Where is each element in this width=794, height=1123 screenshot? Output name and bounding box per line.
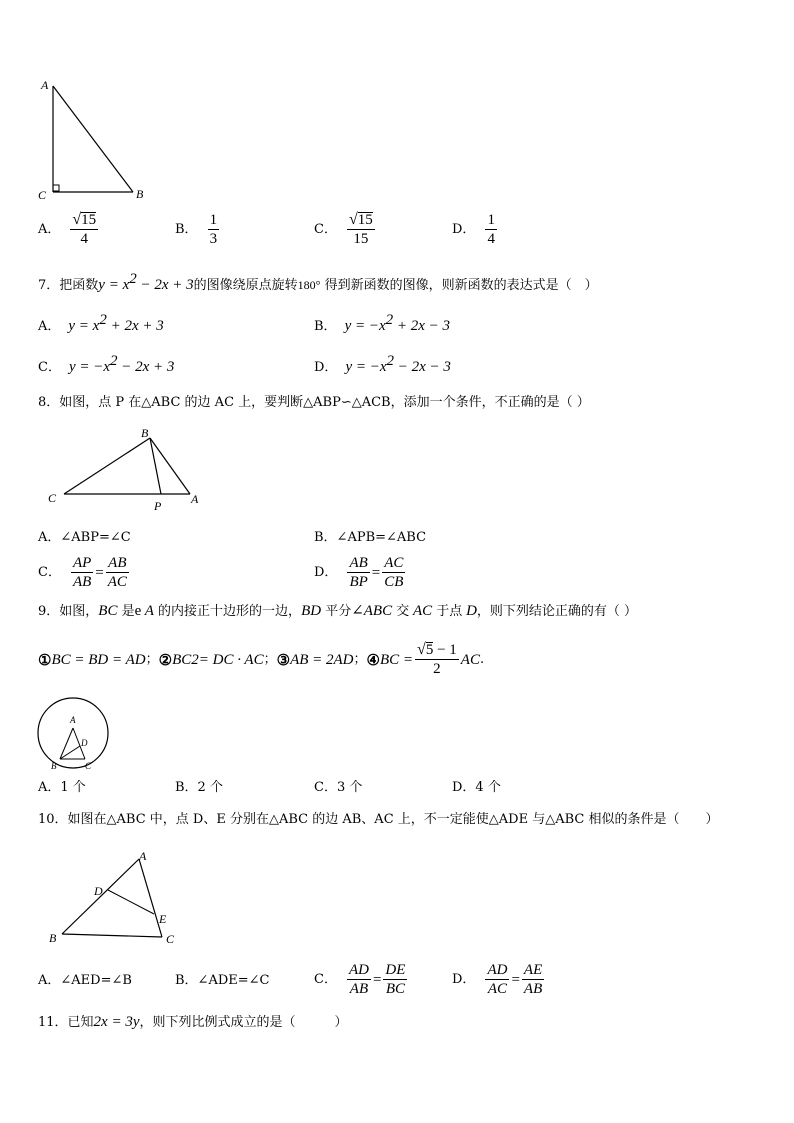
q6-option-d[interactable]: D． $\frac{1}{4}$ [452,212,495,247]
q7-option-c[interactable]: C． $y = -x^2 - 2x + 3$ [38,353,175,375]
q7-option-d[interactable]: D． $y = -x^2 - 2x - 3$ [314,353,451,375]
right-triangle-figure [30,72,160,207]
q9-option-a[interactable]: A．1 个 [38,780,86,795]
q8-option-a[interactable]: A．∠ABP=∠C [38,530,131,545]
q8-option-d[interactable]: D． $\frac{AB}{BP}$ = $\frac{AC}{CB}$ [314,555,404,590]
question-10-stem: 10．如图在△ABC 中，点 D、E 分别在△ABC 的边 AB、AC 上，不一定能使△ADE 与△ABC 相似的条件是（ ） [38,812,719,827]
question-11-stem: 11．已知2x = 3y，则下列比例式成立的是（ ） [38,1014,348,1030]
q8-option-b[interactable]: B．∠APB=∠ABC [314,530,427,545]
q10-option-b[interactable]: B．∠ADE=∠C [175,973,270,988]
q10-option-d[interactable]: D． $\frac{AD}{AC}$ = $\frac{AE}{AB}$ [452,962,543,997]
vertex-label-c: C [85,761,92,771]
vertex-label-b: B [49,931,57,945]
vertex-label-a: A [191,492,199,506]
vertex-label-c: C [38,188,47,202]
question-9-stem: 9．如图，BC 是e A 的内接正十边形的一边，BD 平分∠ABC 交 AC 于点 D，则下列结论正确的有（ ） [38,603,638,619]
q9-option-d[interactable]: D．4 个 [452,780,501,795]
vertex-label-p: P [154,499,162,513]
vertex-label-a: A [41,78,49,92]
vertex-label-d: D [94,884,103,898]
vertex-label-a: A [70,715,76,725]
vertex-label-e: E [159,912,167,926]
q6-option-a[interactable]: A． √ 15 4 [38,211,97,247]
vertex-label-b: B [141,426,149,440]
q6-option-b[interactable]: B． $\frac{1}{3}$ [175,212,218,247]
q7-option-b[interactable]: B． $y = -x^2 + 2x - 3$ [314,312,451,334]
vertex-label-c: C [166,932,175,946]
triangle-abp-figure [40,422,210,517]
triangle-ade-figure [40,846,190,950]
q9-option-b[interactable]: B．2 个 [175,780,223,795]
vertex-label-a: A [139,849,147,863]
q9-option-c[interactable]: C．3 个 [314,780,363,795]
vertex-label-d: D [81,738,88,748]
q7-option-a[interactable]: A． $y = x^2 + 2x + 3$ [38,312,164,334]
question-8-stem: 8．如图，点 P 在△ABC 的边 AC 上，要判断△ABP∽△ACB，添加一个条件，不正确的是（ ） [38,395,590,410]
q10-option-a[interactable]: A．∠AED=∠B [38,973,132,988]
question-7-stem: 7．把函数$y = x^2 - 2x + 3$的图像绕原点旋转180° 得到新函数的图像，则新函数的表达式是（ ） [38,271,598,293]
q10-option-c[interactable]: C． $\frac{AD}{AB}$ = $\frac{DE}{BC}$ [314,962,406,997]
vertex-label-c: C [48,491,57,505]
q6-option-c[interactable]: C． √ 15 15 [314,211,373,247]
vertex-label-b: B [136,187,144,201]
question-9-conclusions: ① BC = BD = AD ； ② BC 2 = DC · AC ； ③ AB = 2AD ； ④ BC = √ 5 − 1 2 AC . [38,641,485,677]
circle-decagon-figure [34,696,114,776]
vertex-label-b: B [51,761,57,771]
q8-option-c[interactable]: C． $\frac{AP}{AB}$ = $\frac{AB}{AC}$ [38,555,127,590]
